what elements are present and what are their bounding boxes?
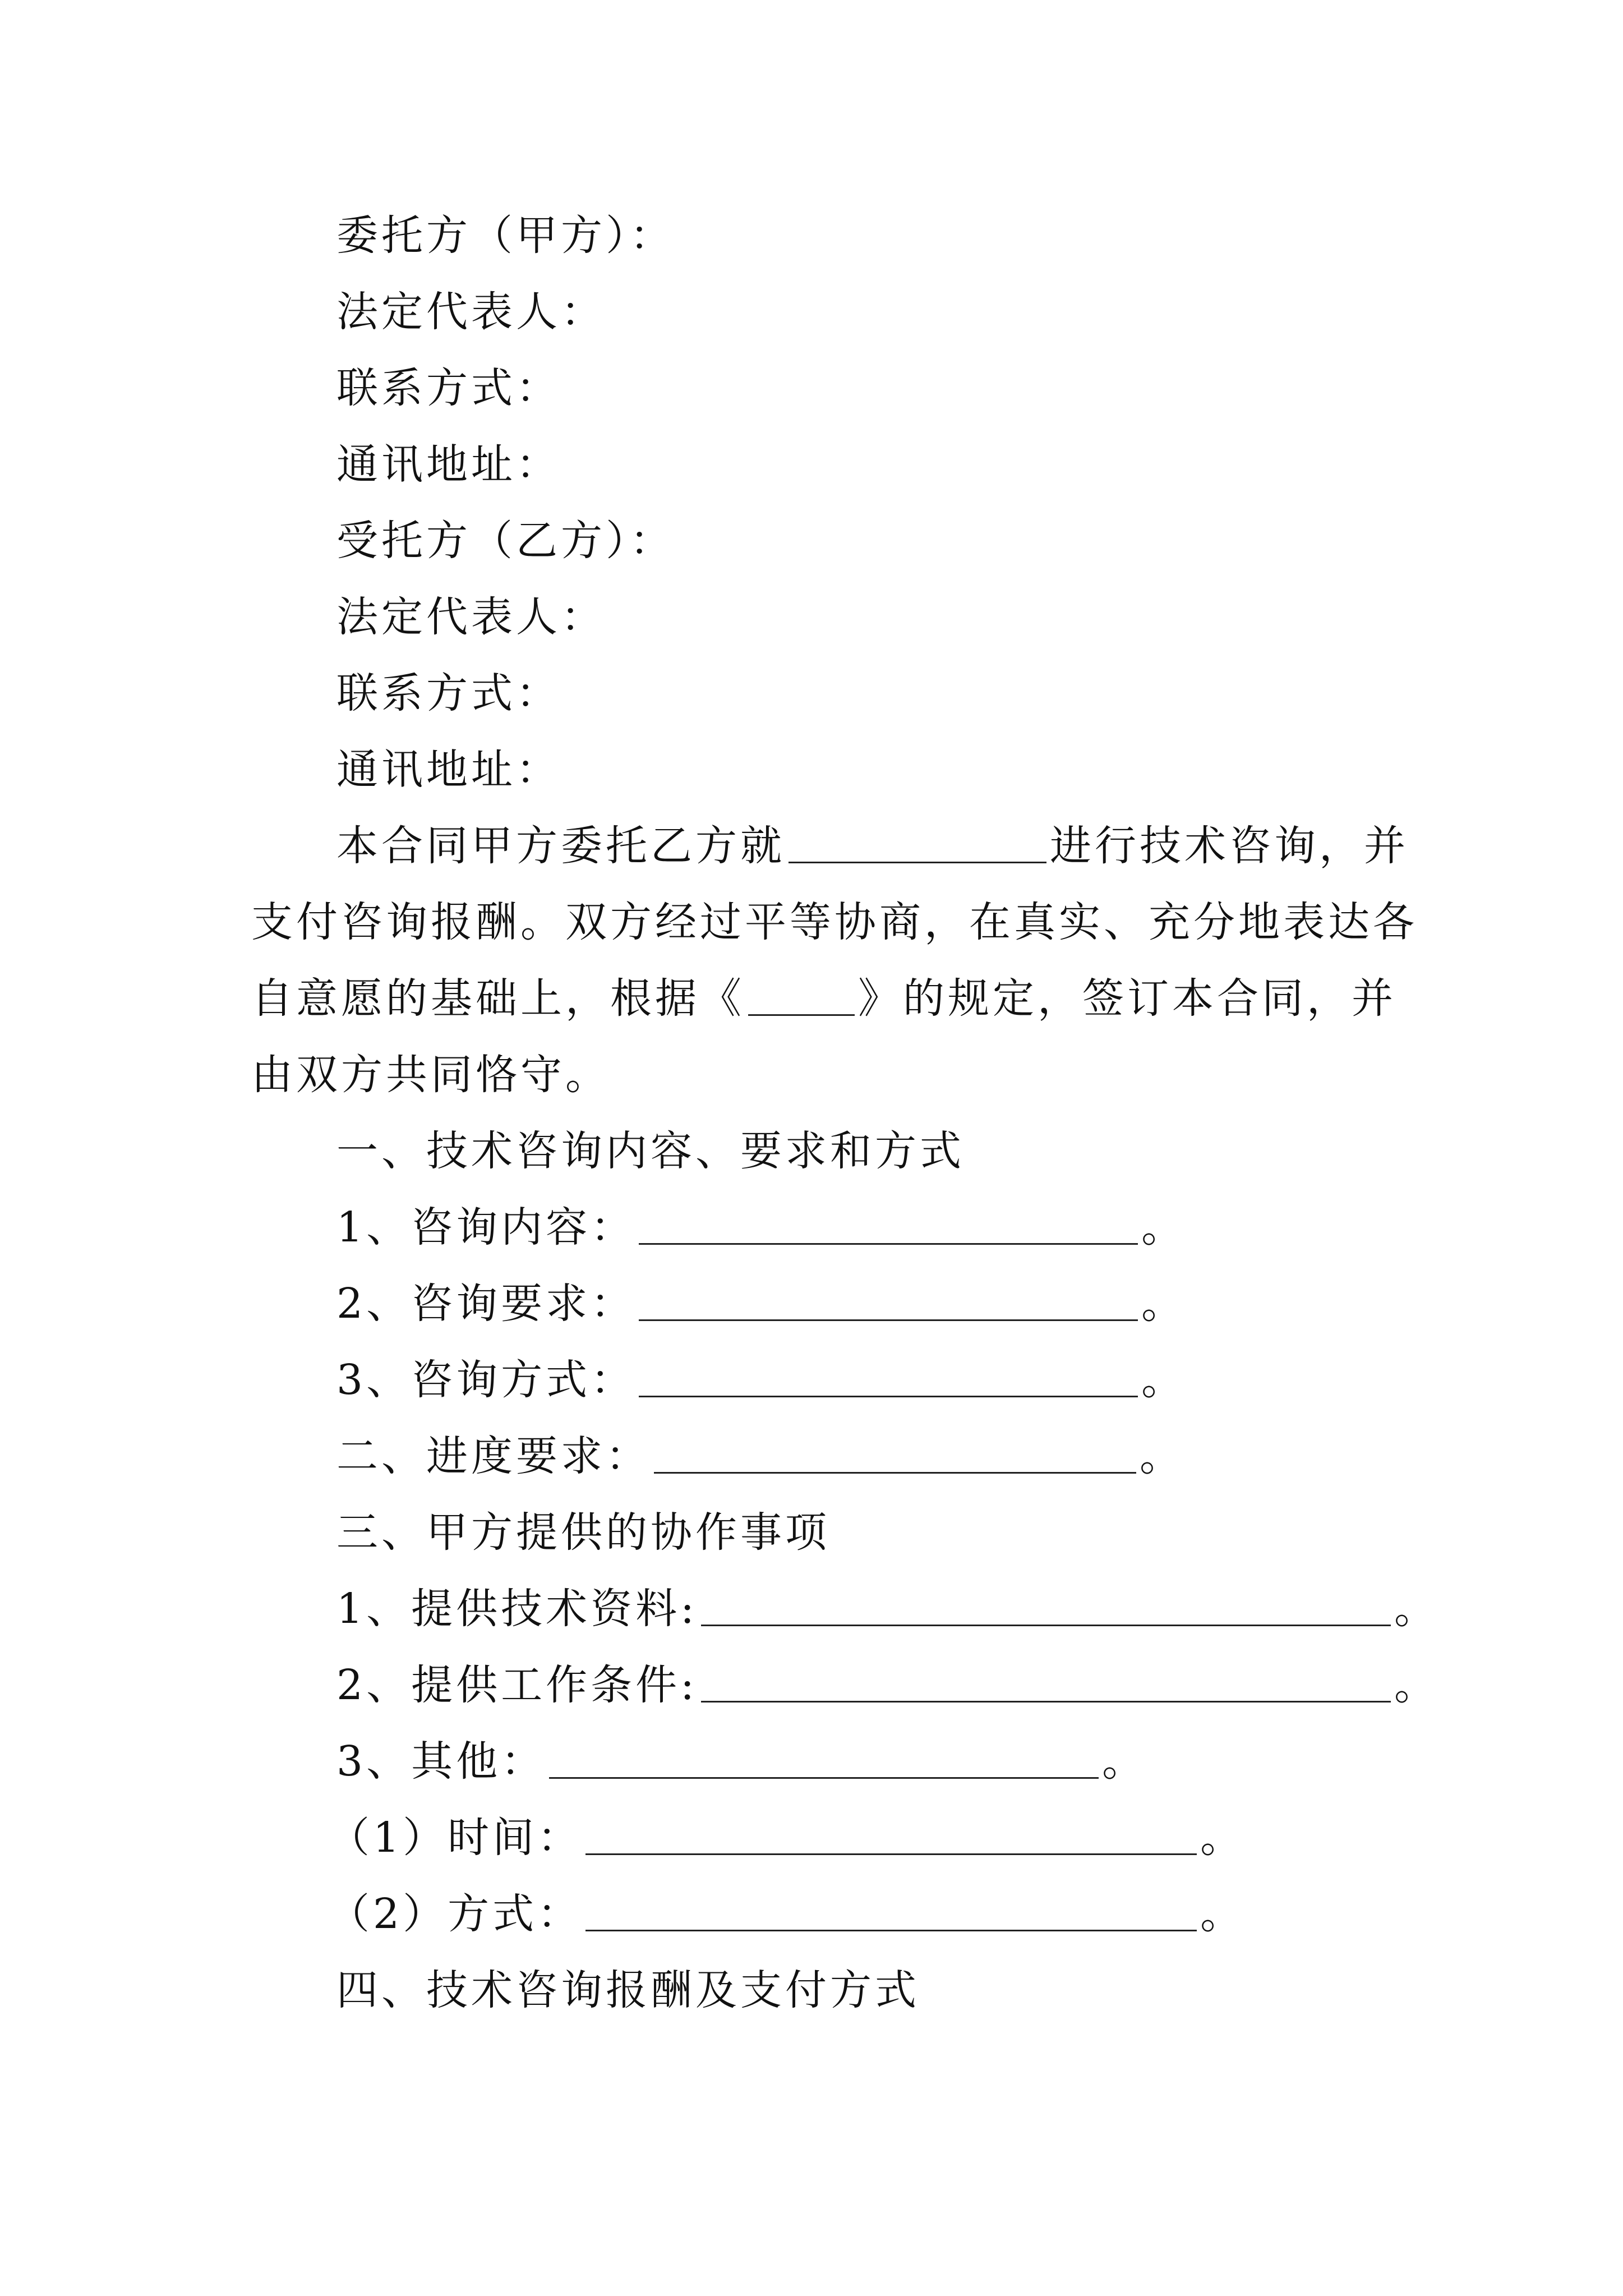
time-line: [328, 1810, 1245, 1866]
method-label: （2）方式：: [328, 1890, 583, 1938]
method-line: [328, 1886, 1245, 1942]
consult-requirement-line: [336, 1276, 1186, 1332]
party-a-title: 委托方（甲方）：: [336, 211, 675, 260]
tech-materials-label: 1、提供技术资料:: [336, 1585, 698, 1633]
intro-paragraph: [251, 808, 1418, 1113]
period: 。: [1200, 1814, 1246, 1862]
period: 。: [1141, 1280, 1187, 1328]
party-b-title: 受托方（乙方）：: [336, 517, 675, 565]
period: 。: [1394, 1585, 1440, 1633]
work-conditions-line: [336, 1657, 1439, 1713]
law-name-blank[interactable]: [748, 979, 855, 1016]
consult-requirement-label: 2、咨询要求：: [336, 1280, 636, 1328]
period: 。: [1141, 1203, 1187, 1251]
party-b-contact: 联系方式：: [336, 669, 561, 717]
intro-row-2: 支付咨询报酬。双方经过平等协商，在真实、充分地表达各: [251, 898, 1418, 946]
time-label: （1）时间：: [328, 1814, 583, 1862]
section-3-heading: 三、甲方提供的协作事项: [336, 1508, 830, 1557]
party-b-representative: 法定代表人：: [336, 593, 606, 641]
intro-text-1b: 进行技术咨询，并: [1050, 822, 1409, 870]
intro-row-1: [251, 808, 1409, 884]
consult-method-line: [336, 1352, 1186, 1408]
consult-method-blank[interactable]: [639, 1361, 1138, 1397]
consult-requirement-blank[interactable]: [639, 1285, 1138, 1321]
party-b-address: 通讯地址：: [336, 746, 561, 794]
period: 。: [1102, 1737, 1147, 1786]
intro-row-3: [251, 960, 1396, 1037]
consult-content-label: 1、咨询内容：: [336, 1203, 636, 1251]
period: 。: [1141, 1356, 1187, 1404]
time-blank[interactable]: [585, 1819, 1197, 1855]
period: 。: [1394, 1661, 1440, 1709]
work-conditions-label: 2、提供工作条件:: [336, 1661, 698, 1709]
consult-method-label: 3、咨询方式：: [336, 1356, 636, 1404]
method-blank[interactable]: [585, 1895, 1197, 1931]
party-a-contact: 联系方式：: [336, 364, 561, 412]
tech-materials-line: [336, 1581, 1439, 1637]
other-blank[interactable]: [549, 1742, 1099, 1779]
progress-line: [336, 1428, 1184, 1484]
progress-label: 二、进度要求：: [336, 1432, 651, 1480]
party-a-address: 通讯地址：: [336, 440, 561, 489]
section-4-heading: 四、技术咨询报酬及支付方式: [336, 1966, 920, 2014]
intro-text-3a: 自意愿的基础上，根据《: [251, 974, 745, 1023]
progress-blank[interactable]: [654, 1437, 1136, 1474]
intro-text-3b: 》的规定，签订本合同，并: [858, 974, 1396, 1023]
other-line: [336, 1733, 1147, 1789]
tech-materials-blank[interactable]: [701, 1590, 1391, 1626]
subject-blank[interactable]: [789, 827, 1046, 863]
intro-text-1a: 本合同甲方委托乙方就: [336, 822, 785, 870]
consult-content-line: [336, 1199, 1186, 1255]
period: 。: [1140, 1432, 1184, 1480]
other-label: 3、其他：: [336, 1737, 546, 1786]
intro-row-4: 由双方共同恪守。: [251, 1051, 610, 1099]
consult-content-blank[interactable]: [639, 1208, 1138, 1245]
section-1-heading: 一、技术咨询内容、要求和方式: [336, 1127, 965, 1175]
party-a-representative: 法定代表人：: [336, 288, 606, 336]
work-conditions-blank[interactable]: [701, 1666, 1391, 1703]
period: 。: [1200, 1890, 1246, 1938]
